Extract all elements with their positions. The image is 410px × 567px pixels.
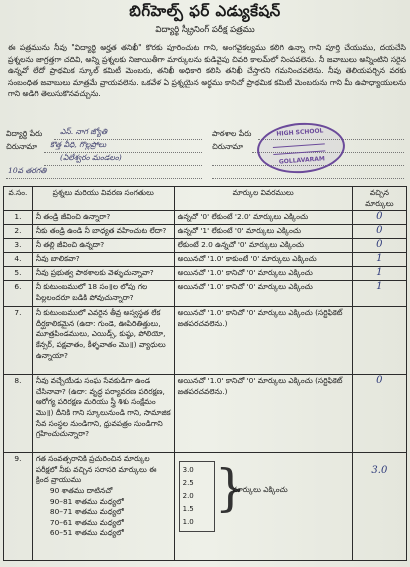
table-row: [4, 375, 407, 453]
school-address-line-3: [212, 178, 404, 179]
row-question: నీవు బాలికవా?: [32, 253, 174, 267]
address-label: చిరునామా: [6, 142, 38, 151]
table-header-row: [4, 187, 407, 211]
grade-scores-cell: [174, 453, 352, 561]
screening-table: [3, 186, 407, 561]
instructions-paragraph: ఈ పత్రమును నీవు "విద్యార్థి అర్హత తనిఖీ" కొరకు పూరించుట గాని, అంగవైకల్యము కలిగి ఉన్నా గాని పూర్తి చేయుము, దయచేసి ప్రశ్నలను జాగ్రత్తగా చదివి, అన్ని ప్రశ్నలకు నిజాయితీగా మార్కులను కుడివైపు చివరి కాలమ్‌లో నింపవలెను. నీ జవాబులు అన్నింటిని సరైన ఉన్నవో లేదో ప్రాథమిక స్కూల్ కమిటీ మెంబరు, తనిఖీ అధికారి కలిసి తనిఖీ చేస్తారని గమనించవలెను. నీవు తెలియపర్చిన వరకు సంబంధిత జవాబులు మాత్రమే వ్రాయవలెను. ఒకవేళ ఏ ప్రశ్నయైన అర్థము కానిచో ప్రాథమిక కమిటీ మెంబరును గాని మీ ఉపాధ్యాయులను గాని అడిగి తెలుసుకొనవచ్చును.: [8, 43, 406, 99]
row-question-cell: [32, 453, 174, 561]
row-question: నీ కుటుంబములో ఎవరైన తీవ్ర అస్వస్థత లేక దీర్ఘకాలికమైన (ఉదా: గుండె, ఊపిరితిత్తులు, మూత్రపిండములు, ఎయిడ్స్, కుష్ఠు, పోలియో, కేన్సర్, పక్షవాతం, కీళ్ళవాతం మొ॥) వ్యాధులు ఉన్నాయా?: [32, 307, 174, 375]
grade-range: 80–71 శాతము మధ్యలో: [49, 507, 124, 517]
row-question: నీవు వచ్చేయేడు సంఘ సేవకుడిగా ఉండ చేసినావా? (ఉదా: వృద్ధ పర్యావరణ పరిరక్షణ, ఆరోగ్య పరిరక్షణ మరియు స్త్రీ శిశు సంక్షేమం మొ॥) దీనికి గాని స్కూలునుండి గాని, సామాజిక సేవ సంస్థల నుండిగాని, ధ్రువపత్రం సుండిగాని గ్రహించుచున్నారా?: [32, 375, 174, 453]
row-number: 5.: [4, 267, 33, 281]
grade-range: 60–51 శాతము మధ్యలో: [49, 528, 124, 538]
col-header-question: ప్రశ్నలు మరియు వివరణ సంగతులు: [32, 187, 174, 211]
table-row: [4, 267, 407, 281]
grade-score: 2.5: [182, 479, 194, 488]
school-name-label: పాఠశాల పేరు: [212, 129, 252, 138]
grade-range: 90 శాతము దాటినచో: [49, 485, 113, 495]
form-subtitle: విద్యార్థి స్క్రీనింగ్ పరీక్ష పత్రము: [155, 25, 255, 35]
grade-scores-box: [179, 461, 215, 532]
row-marks-detail: అయినచో '1.0' కానిచో '0' మార్కులు ఎక్కించు: [174, 281, 352, 307]
row-marks-detail: అయినచో '1.0' కానిచో '0' మార్కులు ఎక్కించు (సర్టిఫికెట్ జతపరచవలెను.): [174, 375, 352, 453]
table-row: [4, 307, 407, 375]
table-row: [4, 253, 407, 267]
school-address-label: చిరునామా: [212, 142, 244, 151]
row-number: 8.: [4, 375, 33, 453]
row-question: గత సంవత్సరానికి ప్రచురించిన మార్కుల పరీక్షలో నీకు వచ్చిన సరాసరి మార్కులు ఈ క్రింద వ్రాయుము: [35, 454, 157, 485]
row-number: 2.: [4, 225, 33, 239]
row-number: 1.: [4, 211, 33, 225]
stamp-bar: [273, 143, 325, 155]
table-row: [4, 453, 407, 561]
grade-range: 70–61 శాతము మధ్యలో: [49, 517, 124, 527]
col-header-marks-detail: మార్కుల వివరములు: [174, 187, 352, 211]
row-number: 4.: [4, 253, 33, 267]
row-marks-value[interactable]: 0: [376, 225, 383, 237]
stamp-top-text: HIGH SCHOOL: [276, 127, 324, 138]
school-stamp: [255, 120, 346, 176]
row-question: నీ తండ్రి జీవించి ఉన్నారా?: [32, 211, 174, 225]
row-marks-detail: అయినచో '1.0' కానిచో '0' మార్కులు ఎక్కించు: [174, 267, 352, 281]
address-line-2: [44, 165, 202, 166]
col-header-marks-obtained: వచ్చిన మార్కులు: [352, 187, 406, 211]
row-marks-detail: లేకుంటే 2.0 ఉన్నచో '0' మార్కులు ఎక్కించు: [174, 239, 352, 253]
address-value[interactable]: కొత్త వీధి, గొల్లప్రోలు: [50, 140, 107, 149]
student-name-value[interactable]: ఎస్. నాగ జ్యోతి: [60, 127, 108, 136]
row-number: 7.: [4, 307, 33, 375]
row-marks-detail: ఉన్నచో '1' లేకుంటే '0' మార్కులు ఎక్కించు: [174, 225, 352, 239]
row-marks-value[interactable]: 0: [376, 211, 383, 223]
row-question: నీ కుటుంబములో 18 సం॥ల లోపు గల పిల్లలందరూ బడికి పోవుచున్నారా?: [32, 281, 174, 307]
form-title: బిగ్‌హెల్ప్ ఫర్ ఎడ్యుకేషన్: [129, 2, 281, 20]
row-marks-detail: ఉన్నచో '0' లేకుంటే '2.0' మార్కులు ఎక్కించు: [174, 211, 352, 225]
address-value-2[interactable]: (ఏలేశ్వరం మండలం): [60, 153, 122, 162]
grade-score: 2.0: [182, 492, 194, 501]
row-marks-detail: అయినచో '1.0' కానిచో '0' మార్కులు ఎక్కించు (సర్టిఫికెట్ జతపరచవలెను.): [174, 307, 352, 375]
row-marks-value[interactable]: 1: [376, 281, 383, 293]
grade-score: 1.0: [182, 518, 194, 527]
row-marks-value[interactable]: 1: [376, 267, 383, 279]
row-marks-value[interactable]: 0: [376, 375, 383, 387]
grade-score: 1.5: [182, 505, 194, 514]
student-name-label: విద్యార్థి పేరు: [6, 129, 43, 138]
table-row: [4, 239, 407, 253]
stamp-bottom-text: GOLLAVARAM: [278, 155, 326, 166]
row-marks-value[interactable]: 1: [376, 253, 383, 265]
brace-icon: }: [214, 459, 247, 518]
row-marks-detail: మార్కులు ఎక్కించు: [232, 485, 288, 495]
row-marks-value[interactable]: 3.0: [371, 465, 388, 477]
row-number: 9.: [4, 453, 33, 561]
class-value[interactable]: 10వ తరగతి: [8, 166, 47, 175]
grade-range: 90–81 శాతము మధ్యలో: [49, 496, 124, 506]
row-question: నీవు ప్రభుత్వ పాఠశాలకు వెళ్ళుచున్నావా?: [32, 267, 174, 281]
row-marks-value[interactable]: 0: [376, 239, 383, 251]
table-row: [4, 211, 407, 225]
row-number: 3.: [4, 239, 33, 253]
row-question: నీకు తండ్రి ఉండి నీ బాధ్యత వహించుట లేదా?: [32, 225, 174, 239]
table-row: [4, 225, 407, 239]
row-question: నీ తల్లి జీవించి ఉన్నదా?: [32, 239, 174, 253]
class-line: [6, 178, 202, 179]
col-header-sn: వ.సం.: [4, 187, 33, 211]
row-marks-detail: అయినచో '1.0' కాకుంటే '0' మార్కులు ఎక్కించు: [174, 253, 352, 267]
row-number: 6.: [4, 281, 33, 307]
table-row: [4, 281, 407, 307]
grade-score: 3.0: [182, 466, 194, 475]
